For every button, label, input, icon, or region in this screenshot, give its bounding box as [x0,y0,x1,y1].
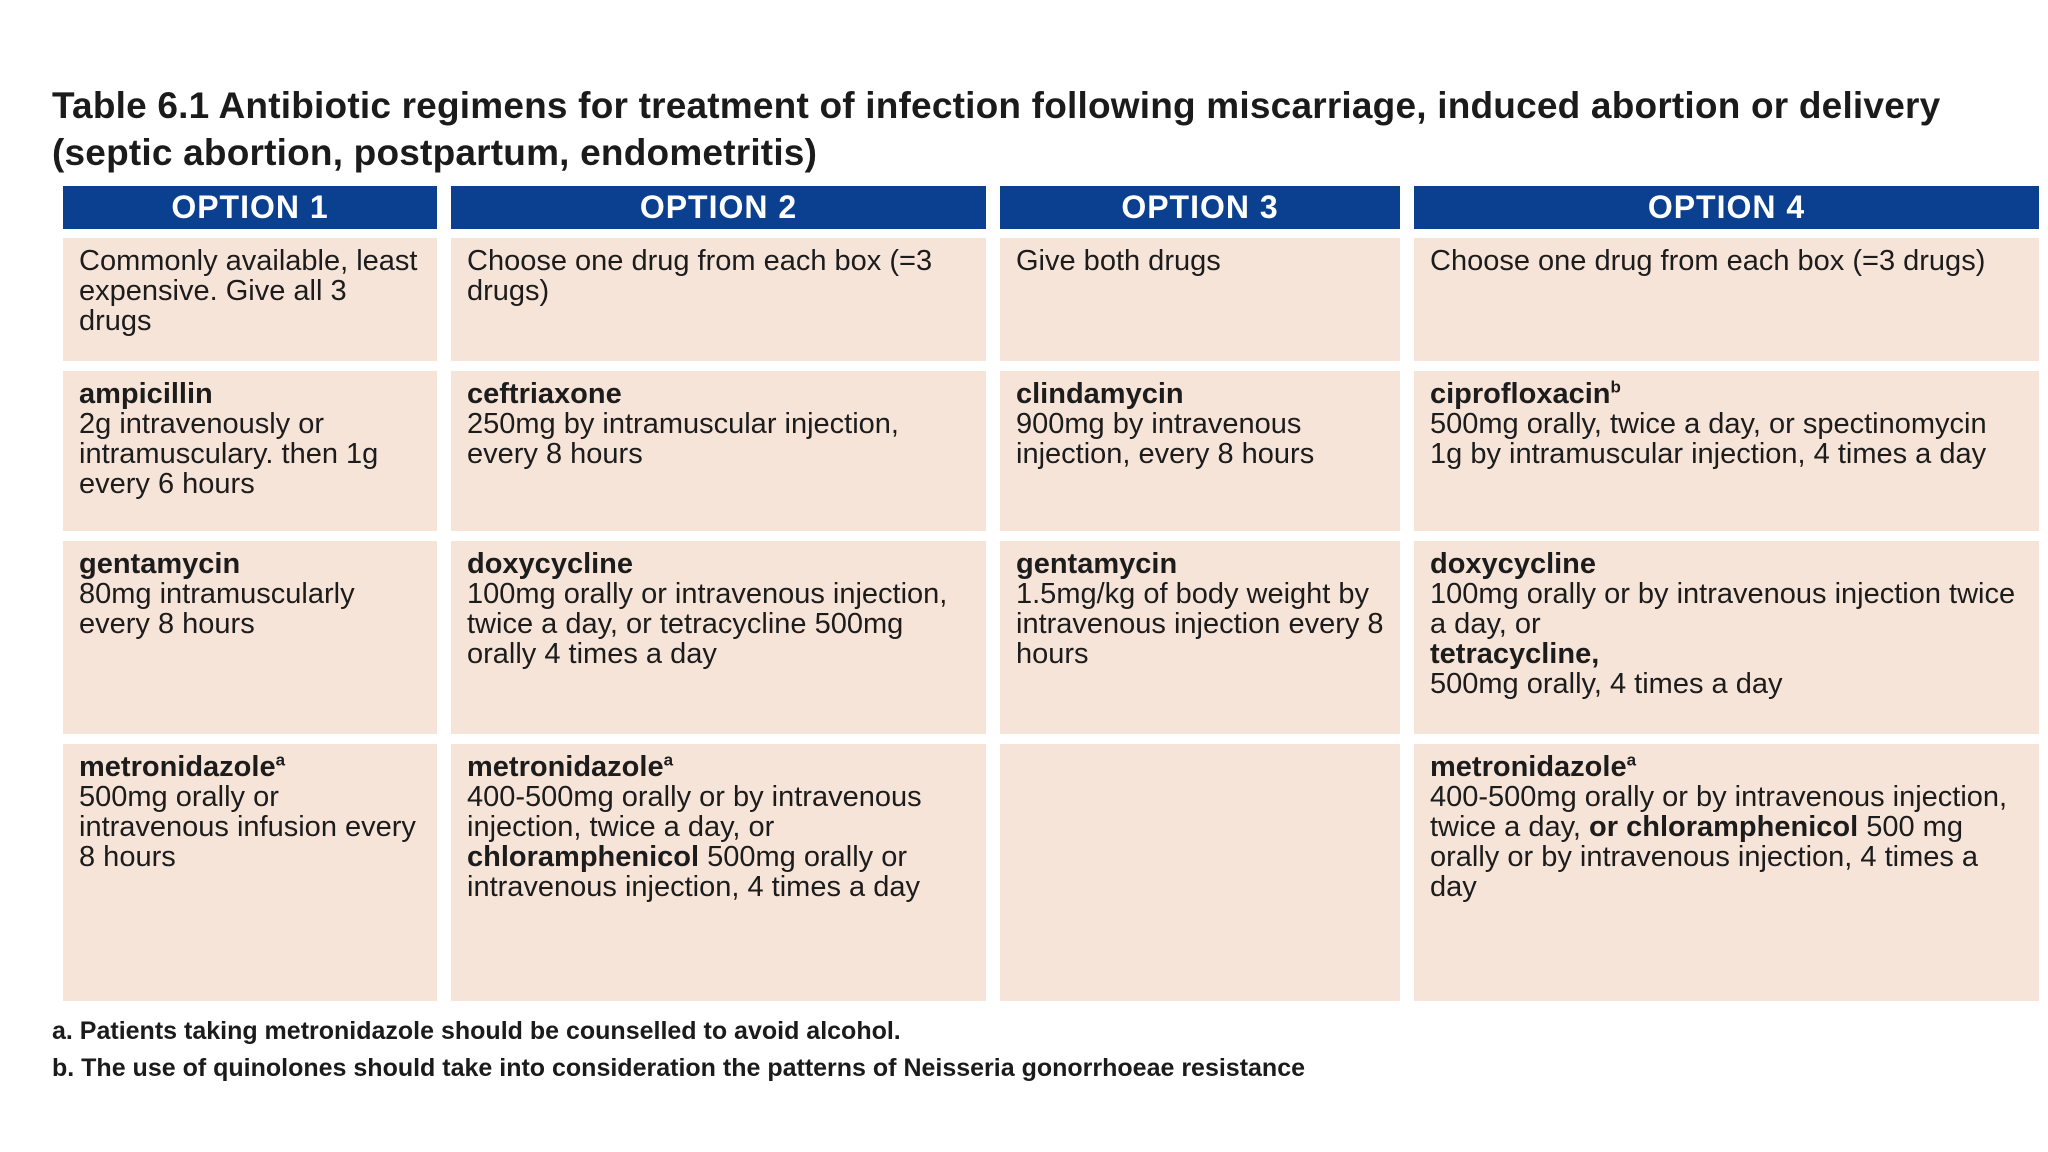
dosage-text: 400-500mg orally or by intravenous injection, twice a day, [1430,781,2008,843]
footnote-marker: a [1626,750,1637,770]
footnote-a: a. Patients taking metronidazole should be counselled to avoid alcohol. [52,1017,901,1045]
drug-name-alt: or chloramphenicol [1589,811,1859,843]
drug-name: doxycycline [1430,548,1597,580]
drug-name-alt: tetracycline, [1430,638,1600,670]
document-page [52,82,2032,1087]
drug-name: clindamycin [1016,378,1184,410]
header-option-2: OPTION 2 [451,186,986,229]
intro-option-3 [1000,238,1400,361]
table-title: Table 6.1 Antibiotic regimens for treatment of infection following miscarriage, induced abortion or delivery (septic abortion, postpartum, endometritis) [52,85,1941,173]
footnote-marker: a [275,750,286,770]
drug-name: gentamycin [1016,548,1178,580]
drug-name: ampicillin [79,378,213,410]
footnote-b: b. The use of quinolones should take into consideration the patterns of Neisseria gonorrhoeae resistance [52,1054,1306,1082]
row2-option-3 [1000,541,1400,734]
drug-name-alt: chloramphenicol [467,841,700,873]
row3-option-4 [1414,744,2039,1001]
dosage-text: 100mg orally or intravenous injection, twice a day, or tetracycline 500mg orally 4 times a day [467,578,948,670]
drug-name: metronidazole [1430,751,1627,783]
dosage-text: 80mg intramuscularly every 8 hours [79,578,355,640]
drug-name: doxycycline [467,548,634,580]
row2-option-4 [1414,541,2039,734]
header-option-4: OPTION 4 [1414,186,2039,229]
intro-text: Give both drugs [1016,245,1221,277]
row1-option-2 [451,371,986,531]
regimen-table [63,186,2032,1011]
header-option-3: OPTION 3 [1000,186,1400,229]
drug-name: gentamycin [79,548,241,580]
drug-name: ciprofloxacin [1430,378,1611,410]
footnote-marker: b [1610,377,1621,397]
row1-option-3 [1000,371,1400,531]
row2-option-2 [451,541,986,734]
footnotes [52,1013,2032,1087]
row3-option-1 [63,744,437,1001]
dosage-text: 1.5mg/kg of body weight by intravenous injection every 8 hours [1016,578,1384,670]
intro-text: Commonly available, least expensive. Give all 3 drugs [79,245,418,337]
dosage-text-alt: 500mg orally or intravenous injection, 4 times a day [467,841,920,903]
drug-name: metronidazole [467,751,664,783]
footnote-marker: a [663,750,674,770]
dosage-text: 100mg orally or by intravenous injection twice a day, or [1430,578,2016,640]
dosage-text: 400-500mg orally or by intravenous injection, twice a day, or [467,781,922,843]
row1-option-1 [63,371,437,531]
row2-option-1 [63,541,437,734]
intro-text: Choose one drug from each box (=3 drugs) [1430,245,1986,277]
row3-option-3-empty [1000,744,1400,1001]
intro-option-1 [63,238,437,361]
row1-option-4 [1414,371,2039,531]
dosage-text: 900mg by intravenous injection, every 8 hours [1016,408,1315,470]
intro-text: Choose one drug from each box (=3 drugs) [467,245,933,307]
dosage-text: 500mg orally or intravenous infusion every 8 hours [79,781,416,873]
dosage-text-alt: 500 mg orally or by intravenous injection, 4 times a day [1430,811,1979,903]
row3-option-2 [451,744,986,1001]
dosage-text: 500mg orally, twice a day, or spectinomycin 1g by intramuscular injection, 4 times a day [1430,408,1987,470]
header-option-1: OPTION 1 [63,186,437,229]
intro-option-4 [1414,238,2039,361]
drug-name: ceftriaxone [467,378,622,410]
intro-option-2 [451,238,986,361]
dosage-text: 250mg by intramuscular injection, every 8 hours [467,408,899,470]
dosage-text-alt: 500mg orally, 4 times a day [1430,668,1783,700]
dosage-text: 2g intravenously or intramusculary. then 1g every 6 hours [79,408,379,500]
drug-name: metronidazole [79,751,276,783]
